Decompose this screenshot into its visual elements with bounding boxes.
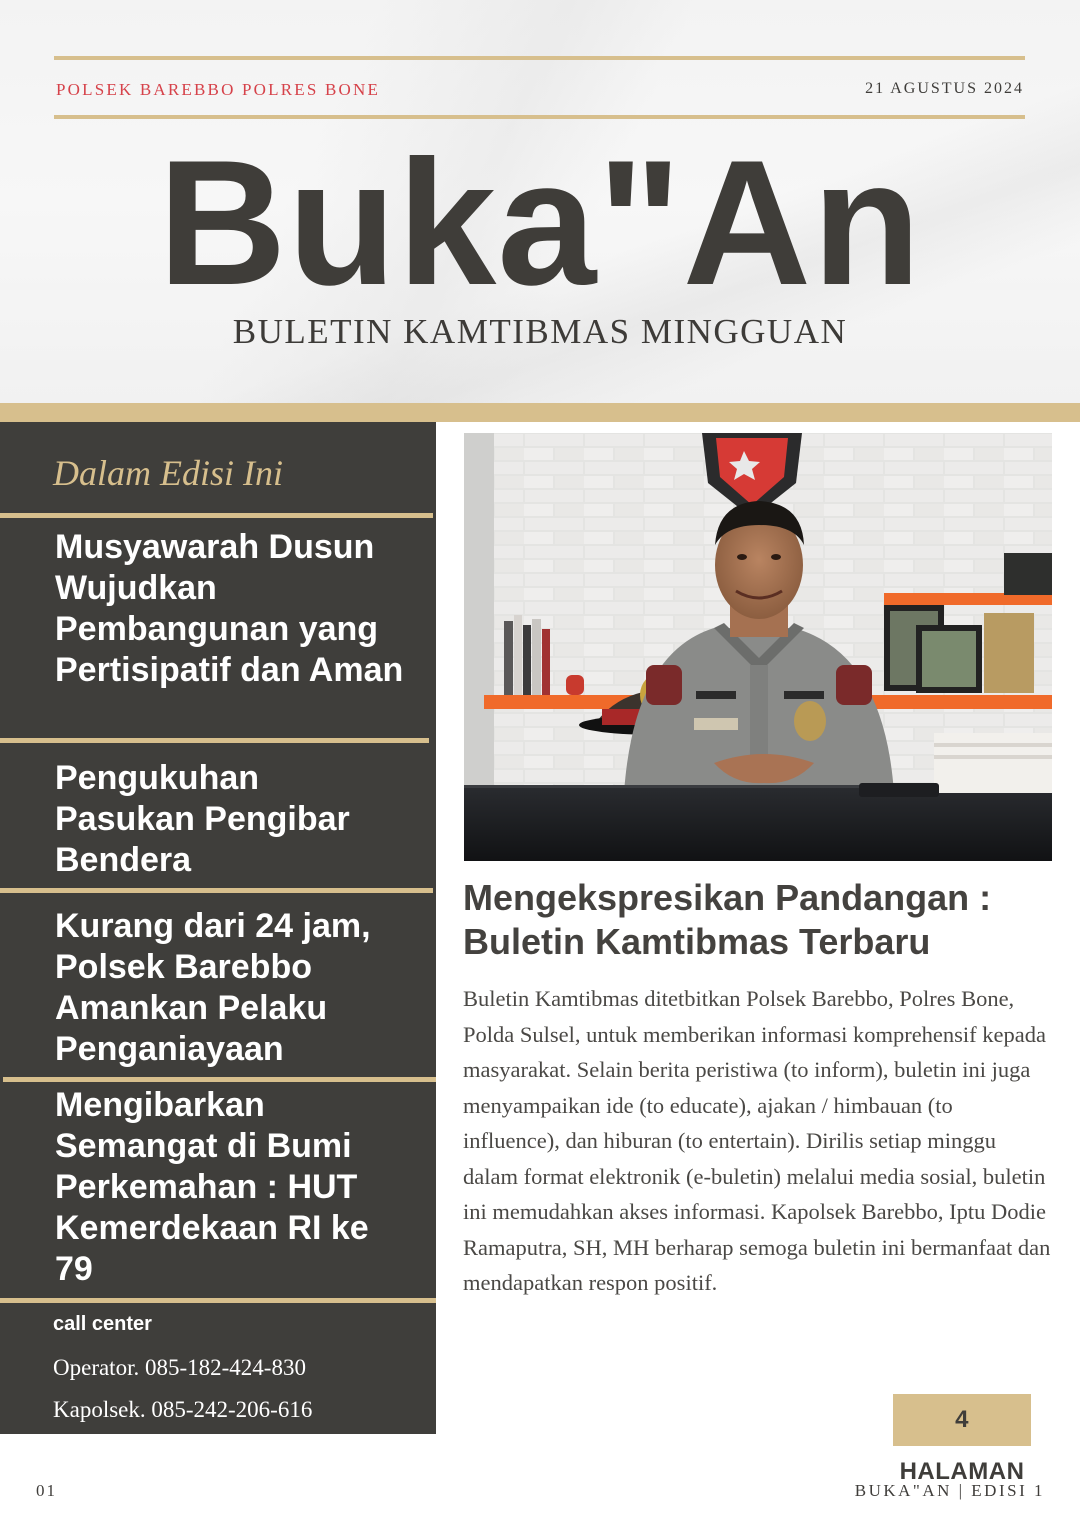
sidebar-divider: [0, 888, 433, 893]
sidebar-item-penganiayaan[interactable]: Kurang dari 24 jam, Polsek Barebbo Amankan Pelaku Penganiayaan: [55, 907, 371, 1068]
operator-phone[interactable]: Operator. 085-182-424-830: [53, 1355, 306, 1380]
sidebar-item-musyawarah[interactable]: Musyawarah Dusun Wujudkan Pembangunan yang Pertisipatif dan Aman: [55, 528, 404, 689]
sidebar-divider: [0, 738, 429, 743]
issue-date: 21 AGUSTUS 2024: [865, 80, 1024, 97]
article-body: Buletin Kamtibmas ditetbitkan Polsek Barebbo, Polres Bone, Polda Sulsel, untuk memberikan informasi komprehensif kepada masyarakat. Selain berita peristiwa (to inform), buletin ini juga menyampaikan ide (to educate), ajakan / himbauan (to influence), dan hiburan (to entertain). Dirilis setiap minggu dalam format elektronik (e-buletin) melalui media sosial, buletin ini memudahkan akses informasi. Kapolsek Barebbo, Iptu Dodie Ramaputra, SH, MH berharap semoga buletin ini bermanfaat dan mendapatkan respon positif.: [463, 986, 1051, 1295]
call-center-label: call center: [53, 1313, 152, 1335]
masthead-title: Buka"An: [158, 123, 922, 322]
sidebar-divider: [0, 513, 433, 518]
organization-name: POLSEK BAREBBO POLRES BONE: [56, 80, 381, 99]
header-rule-top: [54, 56, 1025, 60]
sidebar-divider: [3, 1077, 436, 1082]
officer-photo: [464, 433, 1052, 861]
header: [0, 0, 1080, 403]
footer-edition: BUKA"AN | EDISI 1: [854, 1481, 1045, 1500]
sidebar-heading: Dalam Edisi Ini: [53, 453, 283, 493]
kapolsek-phone[interactable]: Kapolsek. 085-242-206-616: [53, 1397, 313, 1422]
sidebar-divider: [0, 1298, 436, 1303]
sidebar-item-pengukuhan[interactable]: Pengukuhan Pasukan Pengibar Bendera: [55, 759, 350, 879]
sidebar-item-perkemahan[interactable]: Mengibarkan Semangat di Bumi Perkemahan : HUT Kemerdekaan RI ke 79: [55, 1086, 369, 1288]
sidebar-contents: [0, 422, 436, 1434]
masthead-subtitle: BULETIN KAMTIBMAS MINGGUAN: [232, 312, 848, 351]
page-number: 01: [36, 1481, 57, 1500]
pages-badge: 4 HALAMAN: [893, 1394, 1031, 1446]
gold-divider-band: [0, 403, 1080, 422]
article-title: Mengekspresikan Pandangan : Buletin Kamtibmas Terbaru: [463, 877, 992, 962]
officer-portrait-image: [464, 433, 1052, 861]
header-rule-bottom: [54, 115, 1025, 119]
